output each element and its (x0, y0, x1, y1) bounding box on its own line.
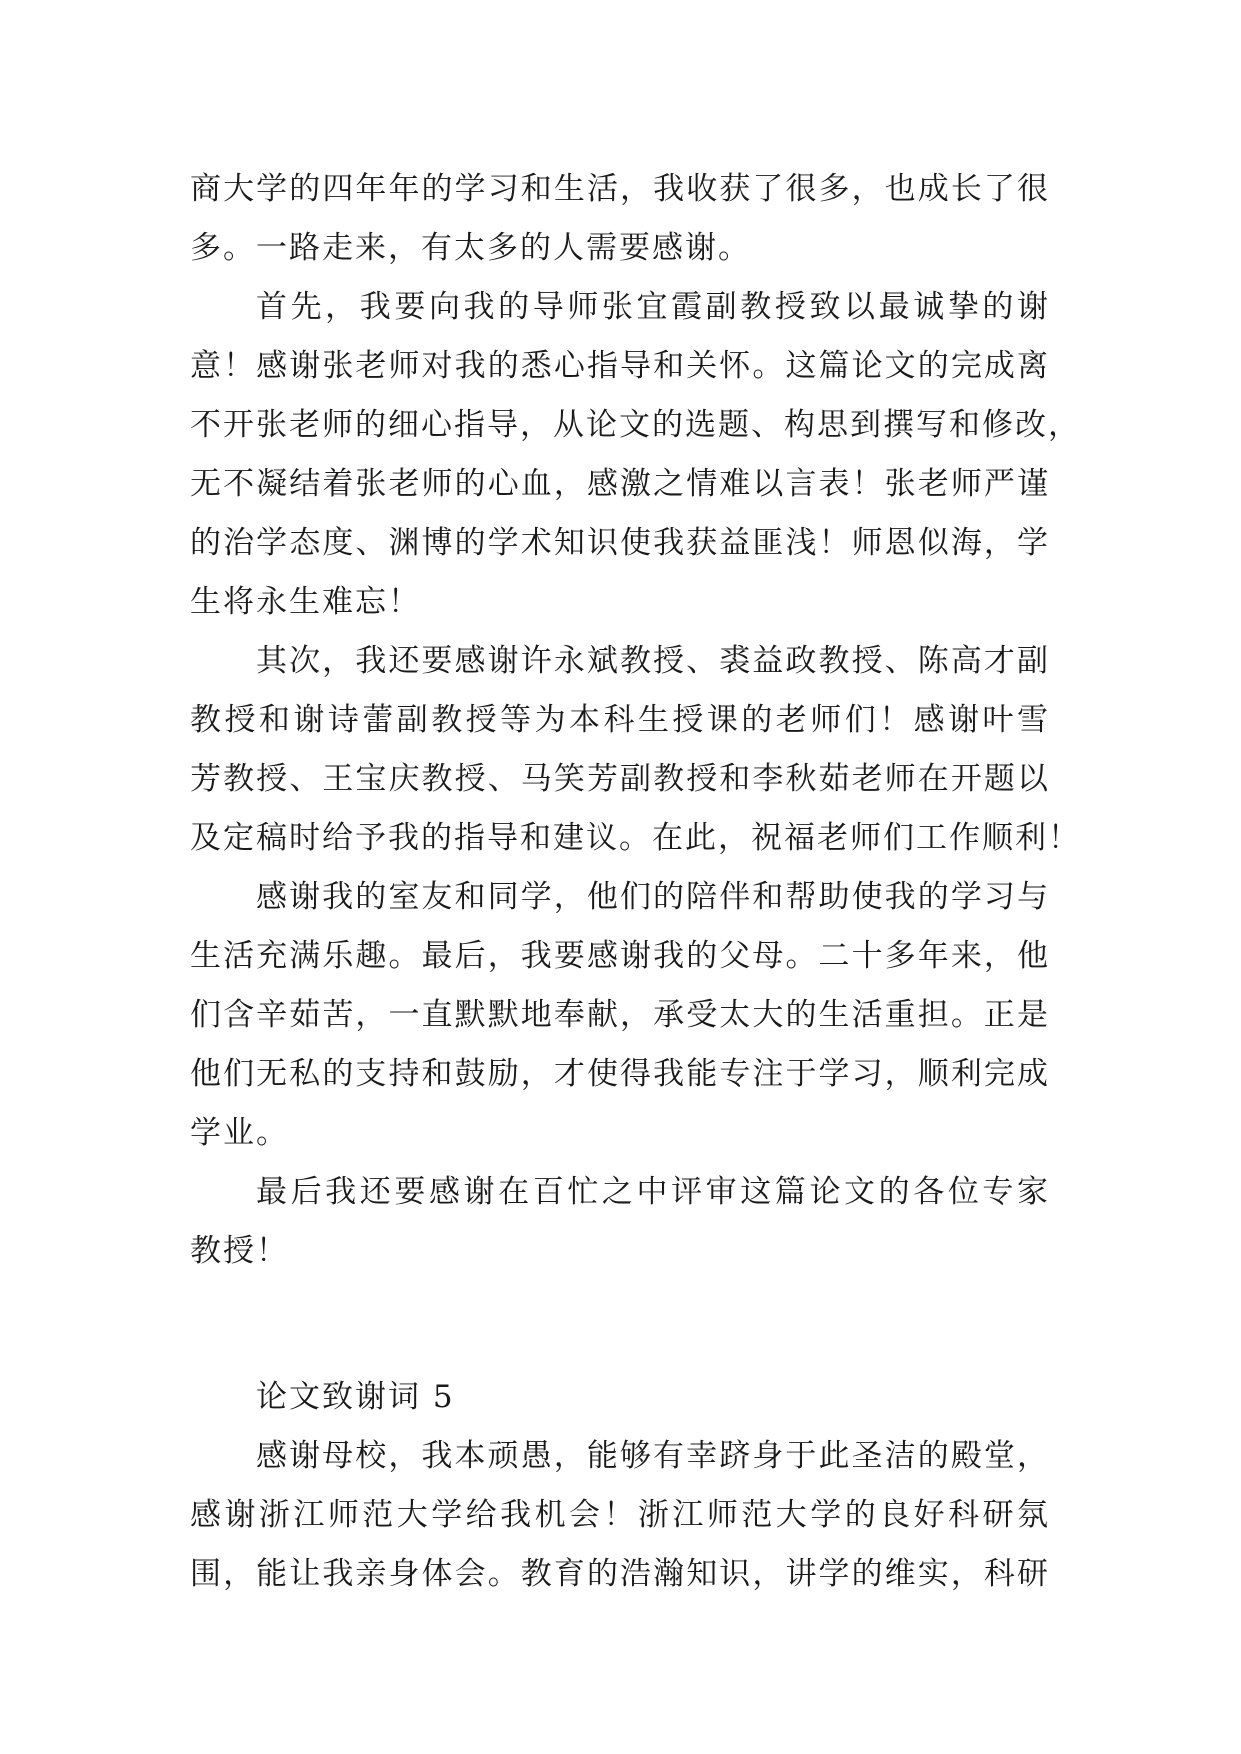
text-line: 芳教授、王宝庆教授、马笑芳副教授和李秋茹老师在开题以 (190, 761, 1050, 797)
paragraph (190, 278, 1081, 632)
text-line: 意！感谢张老师对我的悉心指导和关怀。这篇论文的完成离 (190, 348, 1050, 384)
text-line: 其次，我还要感谢许永斌教授、裘益政教授、陈高才副 (256, 643, 1050, 679)
text-line: 学业。 (190, 1115, 289, 1151)
section-gap (190, 1281, 1050, 1368)
text-line: 感谢母校，我本顽愚，能够有幸跻身于此圣洁的殿堂， (256, 1438, 1050, 1474)
text-line: 商大学的四年年的学习和生活，我收获了很多，也成长了很 (190, 171, 1050, 207)
text-line: 他们无私的支持和鼓励，才使得我能专注于学习，顺利完成 (190, 1056, 1050, 1092)
section-heading: 论文致谢词 5 (256, 1379, 455, 1415)
document-body (190, 160, 1081, 1604)
text-line: 教授！ (190, 1233, 289, 1269)
paragraph (190, 868, 1050, 1163)
paragraph (190, 1163, 1050, 1281)
text-line: 多。一路走来，有太多的人需要感谢。 (190, 230, 751, 266)
text-line: 教授和谢诗蕾副教授等为本科生授课的老师们！感谢叶雪 (190, 702, 1050, 738)
text-line: 们含辛茹苦，一直默默地奉献，承受太大的生活重担。正是 (190, 997, 1050, 1033)
paragraph (190, 1427, 1050, 1604)
text-line: 感谢我的室友和同学，他们的陪伴和帮助使我的学习与 (256, 879, 1050, 915)
text-line: 无不凝结着张老师的心血，感激之情难以言表！张老师严谨 (190, 466, 1050, 502)
text-line: 生活充满乐趣。最后，我要感谢我的父母。二十多年来，他 (190, 938, 1050, 974)
text-line: 感谢浙江师范大学给我机会！浙江师范大学的良好科研氛 (190, 1497, 1050, 1533)
text-line: 最后我还要感谢在百忙之中评审这篇论文的各位专家 (256, 1174, 1050, 1210)
text-line: 首先，我要向我的导师张宜霞副教授致以最诚挚的谢 (256, 289, 1050, 325)
text-line: 不开张老师的细心指导，从论文的选题、构思到撰写和修改， (190, 407, 1081, 443)
text-line: 围，能让我亲身体会。教育的浩瀚知识，讲学的维实，科研 (190, 1556, 1050, 1592)
paragraph (190, 632, 1081, 868)
text-line: 生将永生难忘！ (190, 584, 421, 620)
text-line: 的治学态度、渊博的学术知识使我获益匪浅！师恩似海，学 (190, 525, 1050, 561)
text-line: 及定稿时给予我的指导和建议。在此，祝福老师们工作顺利！ (190, 820, 1081, 856)
paragraph (190, 160, 1050, 278)
